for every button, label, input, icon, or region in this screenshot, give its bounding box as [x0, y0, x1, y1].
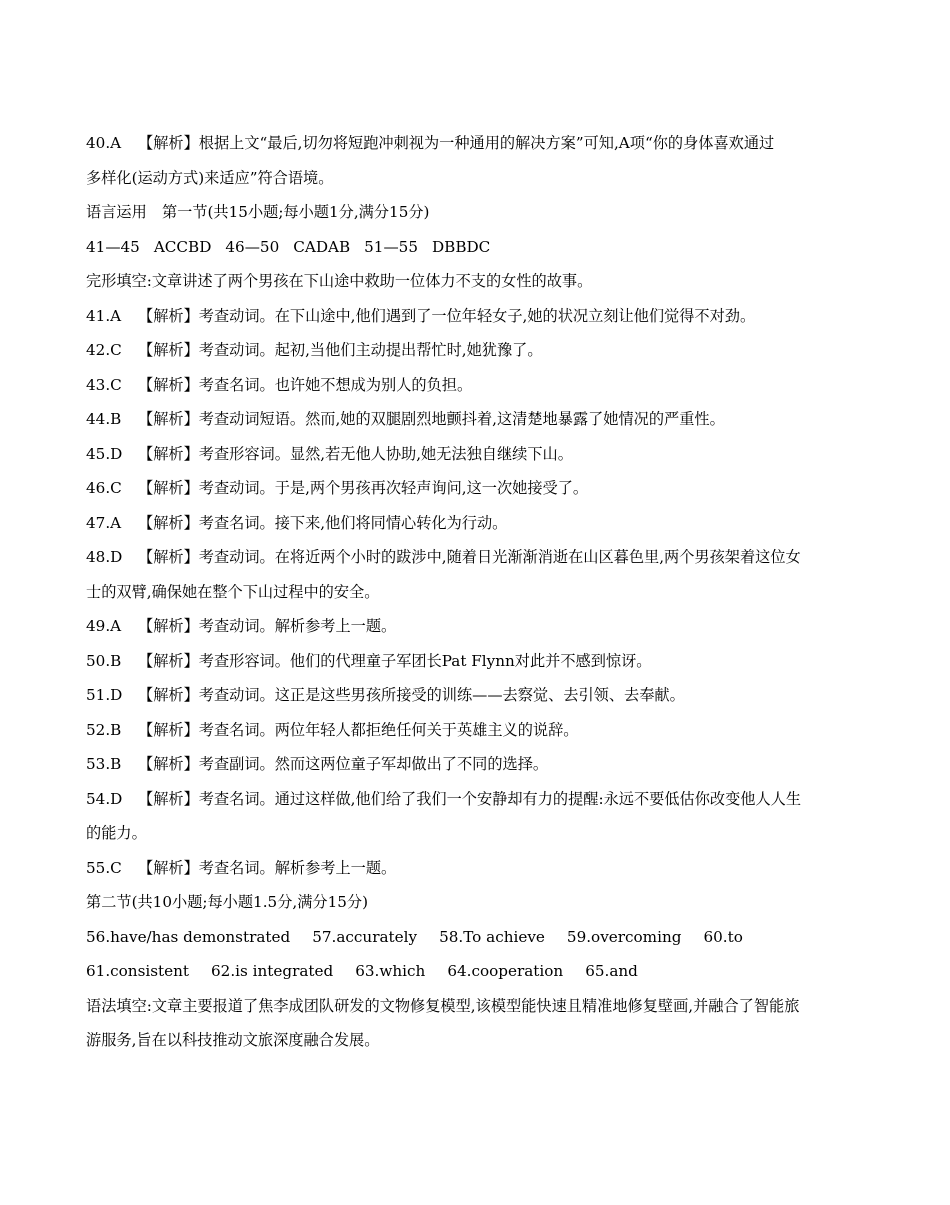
answer-number: 46.C [86, 479, 122, 497]
answer-item [86, 713, 858, 748]
answer-54-line-1 [86, 782, 858, 817]
answer-number: 54.D [86, 789, 123, 808]
grammar-answer: 58.To achieve [439, 927, 545, 946]
answer-number: 51.D [86, 686, 123, 704]
grammar-answer: 56.have/has demonstrated [86, 927, 291, 946]
answer-explanation: 【解析】考查副词。然而这两位童子军却做出了不同的选择。 [138, 755, 549, 773]
grammar-summary-line-2: 游服务,旨在以科技推动文旅深度融合发展。 [86, 1031, 380, 1049]
answer-explanation: 【解析】考查名词。通过这样做,他们给了我们一个安静却有力的提醒:永远不要低估你改变他人人生 [138, 789, 802, 808]
answer-number: 47.A [86, 513, 122, 532]
grammar-answer: 61.consistent [86, 962, 190, 980]
answer-item [86, 678, 858, 713]
answer-item [86, 299, 858, 334]
answer-item [86, 333, 858, 368]
grammar-answer: 62.is integrated [211, 962, 334, 980]
answer-explanation: 【解析】考查动词。于是,两个男孩再次轻声询问,这一次她接受了。 [138, 479, 589, 497]
grammar-answer: 59.overcoming [566, 927, 682, 946]
grammar-summary [86, 989, 858, 1058]
section-heading-language-use: 语言运用 第一节(共15小题;每小题1分,满分15分) [86, 203, 430, 221]
answer-item [86, 402, 858, 437]
answer-number: 45.D [86, 444, 123, 463]
answer-item [86, 471, 858, 506]
grammar-answers-row-2 [86, 954, 858, 989]
answer-54-line-2: 的能力。 [86, 824, 147, 842]
answer-number: 43.C [86, 375, 122, 394]
answer-range: 46—50 [225, 237, 280, 256]
answer-letters: ACCBD [153, 237, 212, 256]
answer-number: 53.B [86, 755, 122, 773]
answer-letters: CADAB [293, 237, 351, 256]
answer-explanation: 【解析】考查名词。两位年轻人都拒绝任何关于英雄主义的说辞。 [138, 720, 579, 739]
answer-key-41-55 [86, 230, 858, 265]
grammar-answer: 64.cooperation [447, 962, 564, 980]
answer-item [86, 437, 858, 472]
grammar-answer: 63.which [355, 962, 426, 980]
answer-number: 42.C [86, 341, 122, 359]
answer-explanation: 【解析】根据上文“最后,切勿将短跑冲刺视为一种通用的解决方案”可知,A项“你的身体喜欢通过 [138, 134, 775, 152]
answer-number: 50.B [86, 651, 122, 670]
answer-48 [86, 540, 858, 609]
answer-item [86, 747, 858, 782]
cloze-summary: 完形填空:文章讲述了两个男孩在下山途中救助一位体力不支的女性的故事。 [86, 272, 593, 290]
answer-40-line-2: 多样化(运动方式)来适应”符合语境。 [86, 168, 334, 187]
answer-40 [86, 126, 858, 195]
answer-explanation: 【解析】考查动词。在将近两个小时的跋涉中,随着日光渐渐消逝在山区暮色里,两个男孩架着这位女 [138, 548, 801, 566]
answer-range: 41—45 [86, 237, 140, 256]
answer-explanation: 【解析】考查名词。解析参考上一题。 [138, 858, 397, 877]
answer-40-line-1 [86, 126, 858, 161]
answer-number: 52.B [86, 720, 122, 739]
section-heading-part-2: 第二节(共10小题;每小题1.5分,满分15分) [86, 893, 369, 911]
grammar-answer: 57.accurately [312, 927, 418, 946]
grammar-answer: 65.and [585, 962, 638, 980]
answer-item [86, 851, 858, 886]
answer-explanation: 【解析】考查动词。这正是这些男孩所接受的训练——去察觉、去引领、去奉献。 [138, 686, 685, 704]
answer-item [86, 368, 858, 403]
answer-number: 49.A [86, 617, 122, 635]
answer-item [86, 609, 858, 644]
answer-item [86, 644, 858, 679]
answer-54 [86, 782, 858, 851]
answer-number: 44.B [86, 410, 122, 428]
answer-number: 48.D [86, 548, 123, 566]
answer-explanation: 【解析】考查形容词。显然,若无他人协助,她无法独自继续下山。 [138, 444, 573, 463]
grammar-answer: 60.to [703, 927, 743, 946]
answer-number: 40.A [86, 134, 122, 152]
grammar-answers-row-1 [86, 920, 858, 955]
answer-48-line-2: 士的双臂,确保她在整个下山过程中的安全。 [86, 582, 380, 601]
answer-explanation: 【解析】考查名词。接下来,他们将同情心转化为行动。 [138, 513, 508, 532]
answer-explanation: 【解析】考查动词。在下山途中,他们遇到了一位年轻女子,她的状况立刻让他们觉得不对劲。 [138, 306, 756, 325]
answer-explanation: 【解析】考查名词。也许她不想成为别人的负担。 [138, 375, 473, 394]
answer-item [86, 506, 858, 541]
document-body [86, 126, 858, 1058]
grammar-summary-line-1: 语法填空:文章主要报道了焦李成团队研发的文物修复模型,该模型能快速且精准地修复壁画,并融合了智能旅 [86, 996, 800, 1015]
answer-number: 41.A [86, 306, 122, 325]
answer-letters: DBBDC [431, 237, 491, 256]
answer-explanation: 【解析】考查动词。起初,当他们主动提出帮忙时,她犹豫了。 [138, 341, 543, 359]
answer-explanation: 【解析】考查形容词。他们的代理童子军团长Pat Flynn对此并不感到惊讶。 [138, 651, 652, 670]
answer-range: 51—55 [364, 237, 418, 256]
answer-number: 55.C [86, 858, 122, 877]
answer-explanation: 【解析】考查动词短语。然而,她的双腿剧烈地颤抖着,这清楚地暴露了她情况的严重性。 [138, 410, 725, 428]
answer-explanation: 【解析】考查动词。解析参考上一题。 [138, 617, 397, 635]
answer-48-line-1 [86, 540, 858, 575]
